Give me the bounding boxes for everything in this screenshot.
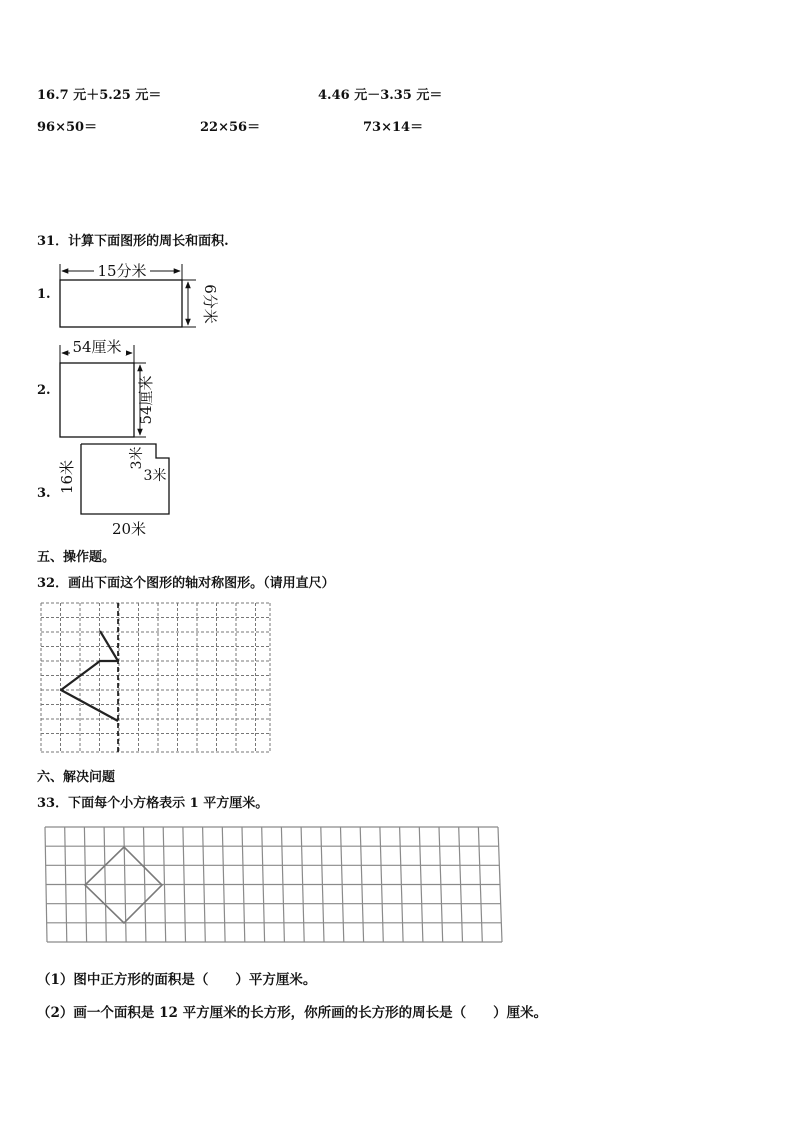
figure-2-width-label: 54厘米 [72, 338, 122, 356]
figure-3-height-label: 16米 [58, 459, 76, 495]
figure-1-height-label: 6分米 [201, 284, 219, 324]
figure-1-rectangle [52, 258, 222, 340]
figure-3-number: 3. [37, 486, 51, 501]
question-33-title: 33．下面每个小方格表示 1 平方厘米。 [37, 796, 269, 811]
figure-2-height-label: 54厘米 [137, 375, 155, 425]
figure-3-width-label: 20米 [111, 520, 147, 538]
question-32-title: 32．画出下面这个图形的轴对称图形。（请用直尺） [37, 576, 335, 591]
figure-1-width-label: 15分米 [97, 262, 147, 280]
figure-3-notch-width-label: 3米 [143, 468, 167, 484]
section-6-title: 六、解决问题 [37, 770, 116, 785]
question-33-sub-1: （1）图中正方形的面积是（ ）平方厘米。 [37, 972, 317, 988]
figure-3-notch-height-label: 3米 [129, 446, 145, 470]
calc-expression-5: 73×14＝ [363, 120, 424, 135]
figure-2-square [52, 335, 182, 445]
figure-2-number: 2. [37, 383, 51, 398]
half-figure-shape [61, 631, 118, 721]
area-grid [40, 822, 506, 952]
calc-expression-1: 16.7 元＋5.25 元＝ [37, 88, 162, 103]
section-5-title: 五、操作题。 [37, 550, 116, 565]
figure-1-number: 1. [37, 287, 51, 302]
calc-expression-2: 4.46 元－3.35 元＝ [318, 88, 443, 103]
calc-expression-3: 96×50＝ [37, 120, 98, 135]
calc-expression-4: 22×56＝ [200, 120, 261, 135]
question-31-title: 31．计算下面图形的周长和面积. [37, 234, 229, 249]
question-33-sub-2: （2）画一个面积是 12 平方厘米的长方形，你所画的长方形的周长是（ ）厘米。 [37, 1005, 548, 1021]
figure-3-notched-rectangle [52, 440, 182, 540]
symmetry-grid [38, 598, 274, 758]
